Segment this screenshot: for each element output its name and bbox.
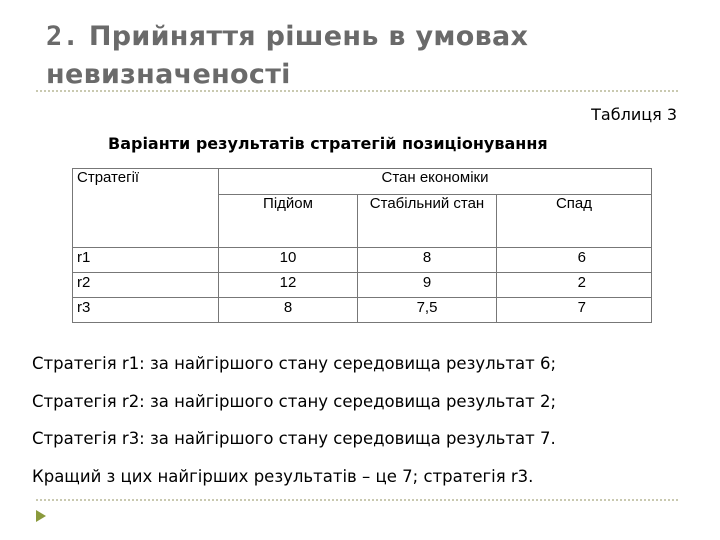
value-cell: 8 [358, 248, 497, 273]
state-header-decline: Спад [497, 195, 652, 248]
table-caption: Варіанти результатів стратегій позиціонування [108, 134, 548, 153]
slide-title-text: Прийняття рішень в умовах невизначеності [46, 21, 529, 90]
body-line: Стратегія r3: за найгіршого стану середовища результат 7. [32, 429, 556, 448]
value-cell: 7 [497, 298, 652, 323]
state-header-stable: Стабільний стан [358, 195, 497, 248]
table-row [73, 298, 652, 323]
body-line: Стратегія r2: за найгіршого стану середовища результат 2; [32, 391, 557, 411]
footer-divider [36, 499, 678, 501]
slide-number: 2. [46, 21, 80, 52]
economy-header: Стан економіки [219, 169, 652, 195]
slide-title [46, 18, 686, 94]
table-number: Таблиця 3 [591, 105, 677, 124]
value-cell: 7,5 [358, 298, 497, 323]
strategy-cell: r3 [73, 298, 219, 323]
value-cell: 6 [497, 248, 652, 273]
state-header-rise: Підйом [219, 195, 358, 248]
table-row [73, 273, 652, 298]
strategies-header: Стратегії [73, 169, 219, 248]
body-text [32, 345, 692, 495]
title-divider [36, 90, 678, 92]
body-line: Стратегія r1: за найгіршого стану середовища результат 6; [32, 354, 557, 373]
results-table [72, 168, 652, 323]
table-header-row [73, 169, 652, 195]
strategy-cell: r1 [73, 248, 219, 273]
strategy-cell: r2 [73, 273, 219, 298]
value-cell: 10 [219, 248, 358, 273]
value-cell: 9 [358, 273, 497, 298]
value-cell: 12 [219, 273, 358, 298]
body-line: Кращий з цих найгірших результатів – це 7; стратегія r3. [32, 466, 534, 486]
triangle-bullet-icon [36, 510, 46, 522]
value-cell: 2 [497, 273, 652, 298]
value-cell: 8 [219, 298, 358, 323]
table-row [73, 248, 652, 273]
